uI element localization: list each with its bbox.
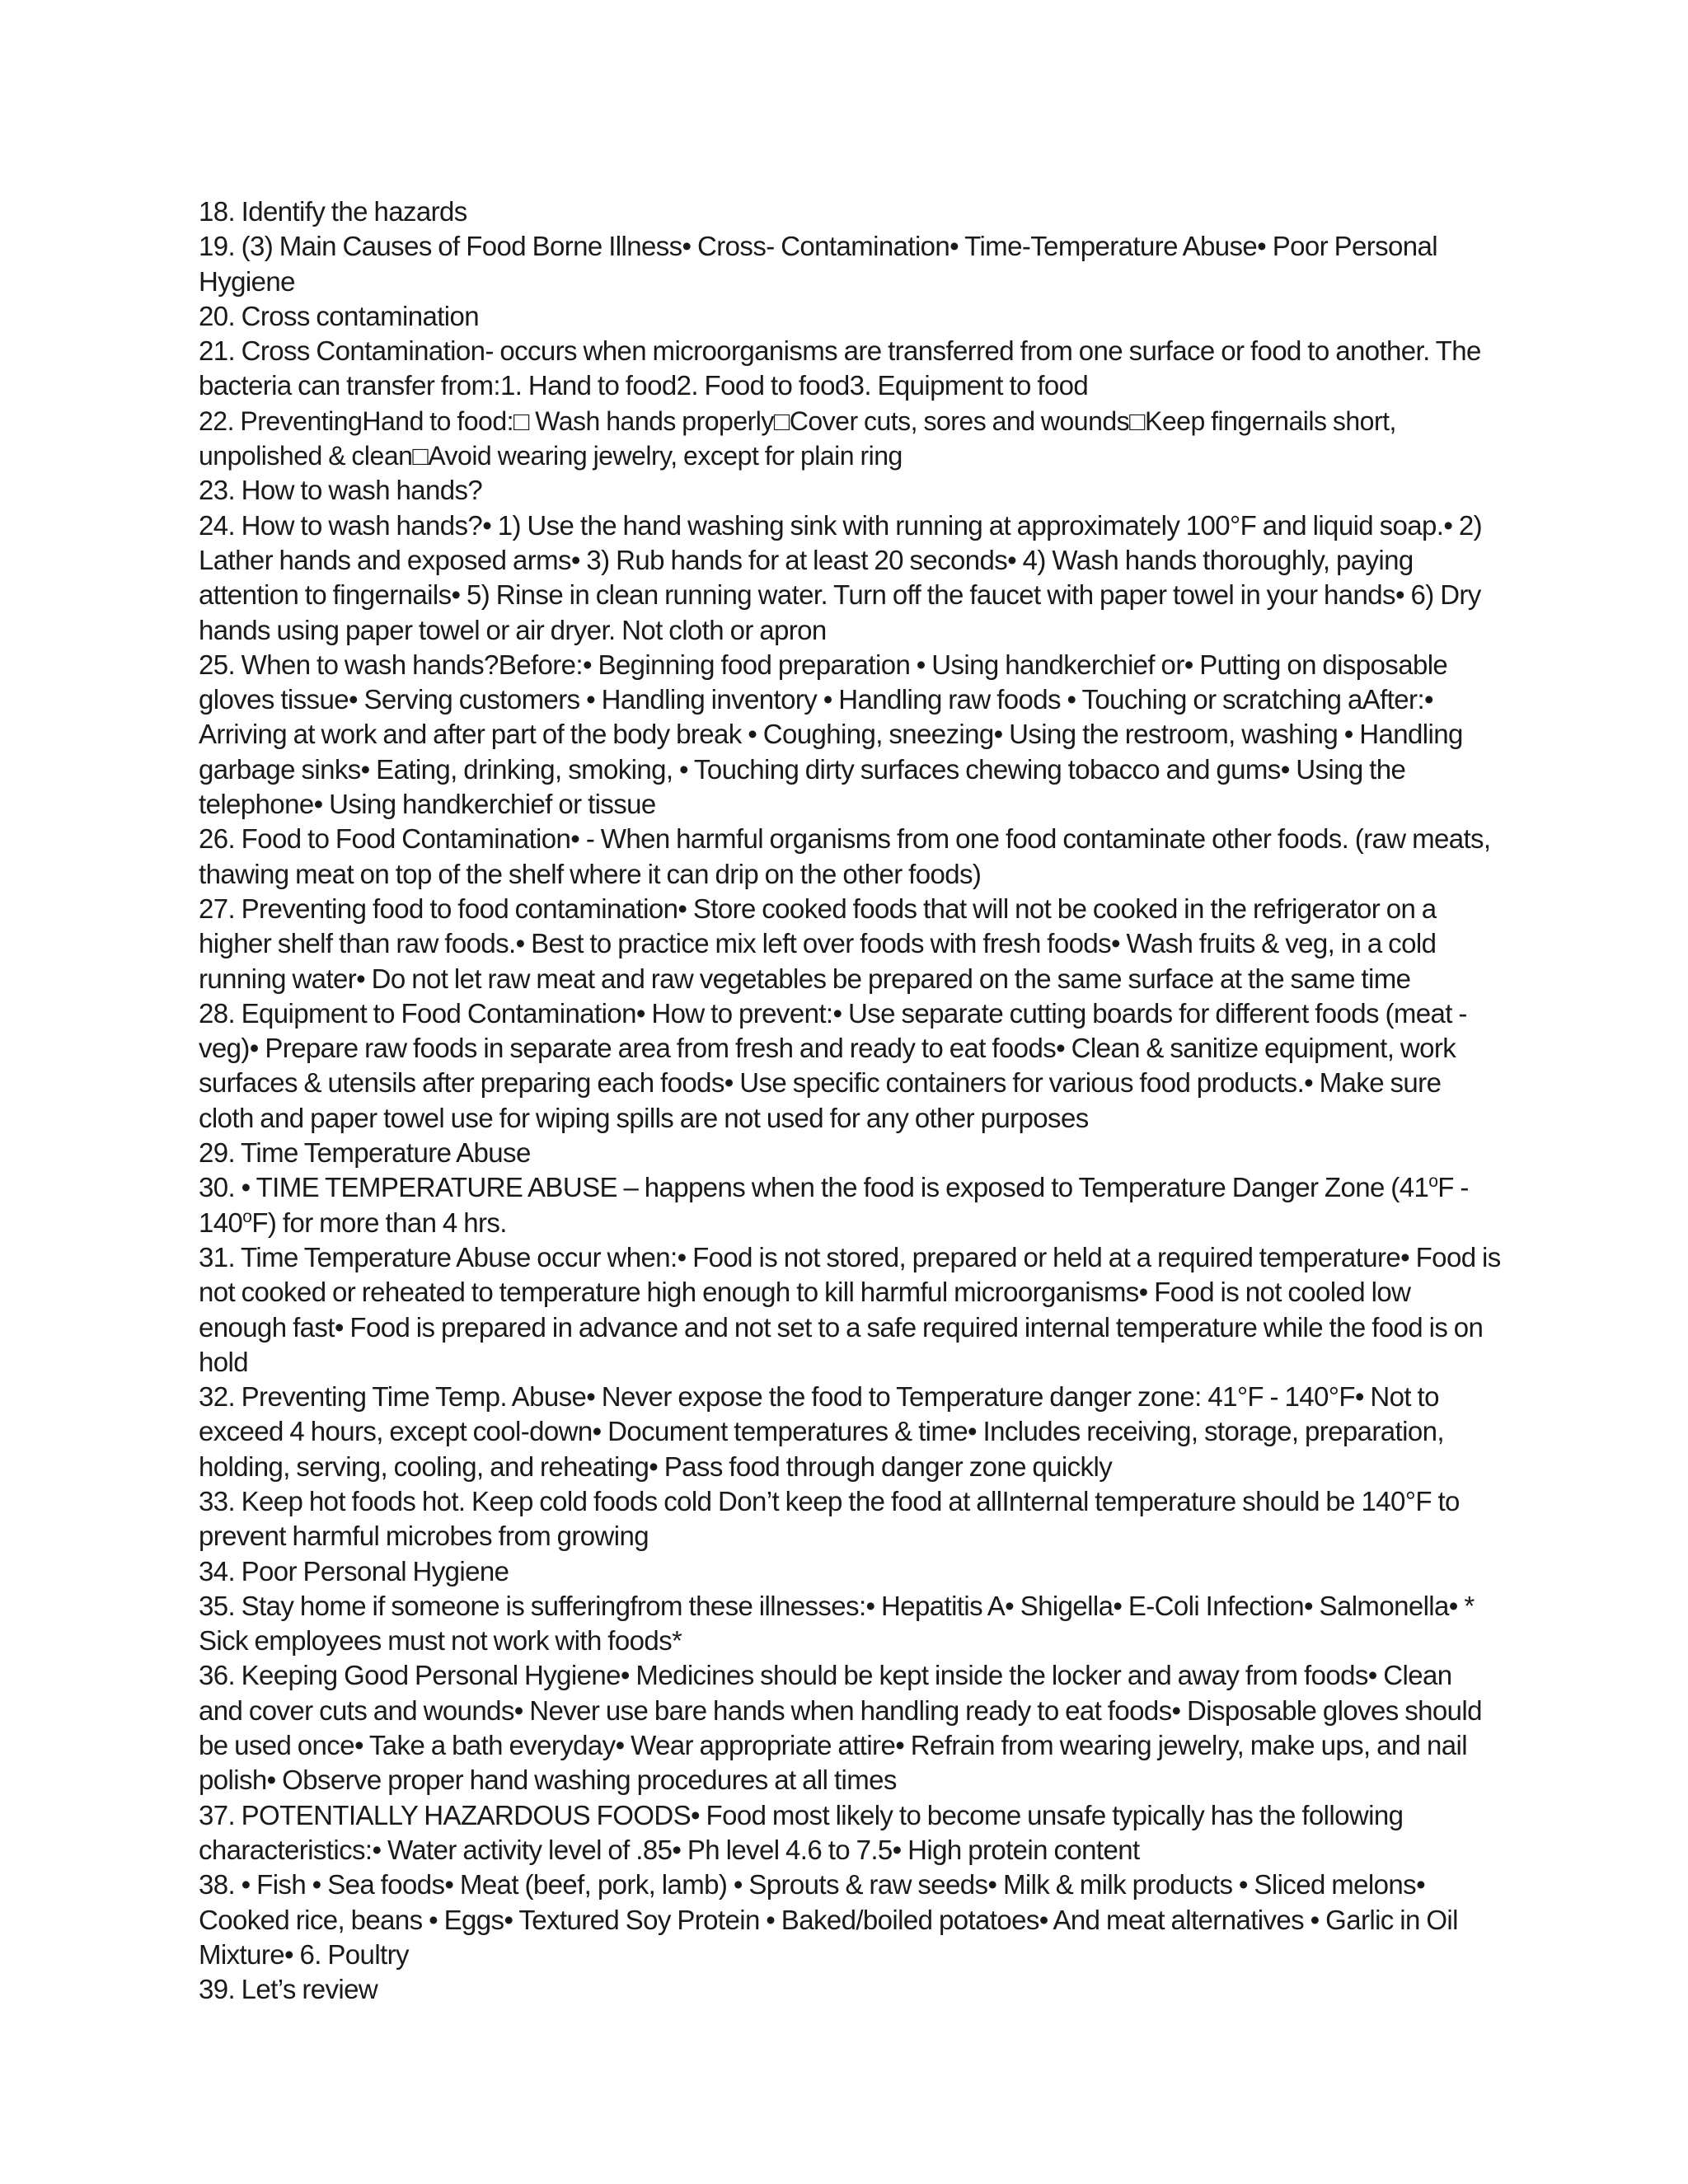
entry-21: 21. Cross Contamination- occurs when microorganisms are transferred from one surface or food to another. The bacteria can transfer from:1. Hand to food2. Food to food3. Equipment to food: [199, 335, 1481, 401]
entry-30-part-3: F) for more than 4 hrs.: [251, 1207, 507, 1238]
degree-superscript: o: [1428, 1172, 1438, 1192]
entry-36: 36. Keeping Good Personal Hygiene• Medicines should be kept inside the locker and away from foods• Clean and cover cuts and wounds• Never use bare hands when handling ready to eat foods• Disposable gloves should be used once• Take a bath everyday• Wear appropriate attire• Refrain from wearing jewelry, make ups, and nail polish• Observe proper hand washing procedures at all times: [199, 1660, 1482, 1796]
entry-20: 20. Cross contamination: [199, 300, 480, 331]
entry-19: 19. (3) Main Causes of Food Borne Illness• Cross- Contamination• Time-Temperature Abuse• Poor Personal Hygiene: [199, 231, 1438, 297]
entry-39: 39. Let’s review: [199, 1974, 378, 2005]
entry-32: 32. Preventing Time Temp. Abuse• Never expose the food to Temperature danger zone: 41°F - 140°F• Not to exceed 4 hours, except cool-down• Document temperatures & time• Includes receiving, storage, preparation, holding, serving, cooling, and reheating• Pass food through danger zone quickly: [199, 1381, 1444, 1482]
document-page: [199, 194, 1501, 2007]
entry-37: 37. POTENTIALLY HAZARDOUS FOODS• Food most likely to become unsafe typically has the following characteristics:• Water activity level of .85• Ph level 4.6 to 7.5• High protein content: [199, 1799, 1404, 1865]
entry-25: 25. When to wash hands?Before:• Beginning food preparation • Using handkerchief or• Putting on disposable gloves tissue• Serving customers • Handling inventory • Handling raw foods • Touching or scratching aAfter:• Arriving at work and after part of the body break • Coughing, sneezing• Using the restroom, washing • Handling garbage sinks• Eating, drinking, smoking, • Touching dirty surfaces chewing tobacco and gums• Using the telephone• Using handkerchief or tissue: [199, 649, 1463, 820]
entry-34: 34. Poor Personal Hygiene: [199, 1555, 509, 1586]
entry-26: 26. Food to Food Contamination• - When harmful organisms from one food contaminate other foods. (raw meats, thawing meat on top of the shelf where it can drip on the other foods): [199, 823, 1491, 889]
entry-29: 29. Time Temperature Abuse: [199, 1137, 531, 1169]
entry-30-part-2: F - 140: [199, 1172, 1469, 1238]
entry-33: 33. Keep hot foods hot. Keep cold foods cold Don’t keep the food at allInternal temperature should be 140°F to prevent harmful microbes from growing: [199, 1485, 1460, 1552]
degree-superscript: o: [242, 1207, 252, 1226]
entry-18: 18. Identify the hazards: [199, 196, 467, 227]
entry-23: 23. How to wash hands?: [199, 475, 483, 506]
entry-24: 24. How to wash hands?• 1) Use the hand washing sink with running at approximately 100°F and liquid soap.• 2) Lather hands and exposed arms• 3) Rub hands for at least 20 seconds• 4) Wash hands thoroughly, paying attention to fingernails• 5) Rinse in clean running water. Turn off the faucet with paper towel in your hands• 6) Dry hands using paper towel or air dryer. Not cloth or apron: [199, 509, 1483, 645]
entry-35: 35. Stay home if someone is sufferingfrom these illnesses:• Hepatitis A• Shigella• E-Coli Infection• Salmonella• * Sick employees must not work with foods*: [199, 1590, 1475, 1657]
entry-22: 22. PreventingHand to food:□ Wash hands properly□Cover cuts, sores and wounds□Keep fingernails short, unpolished & clean□Avoid wearing jewelry, except for plain ring: [199, 405, 1396, 471]
entry-38: 38. • Fish • Sea foods• Meat (beef, pork, lamb) • Sprouts & raw seeds• Milk & milk products • Sliced melons• Cooked rice, beans • Eggs• Textured Soy Protein • Baked/boiled potatoes• And meat alternatives • Garlic in Oil Mixture• 6. Poultry: [199, 1869, 1458, 1970]
entry-30: [199, 1170, 1501, 1240]
entry-31: 31. Time Temperature Abuse occur when:• Food is not stored, prepared or held at a required temperature• Food is not cooked or reheated to temperature high enough to kill harmful microorganisms• Food is not cooled low enough fast• Food is prepared in advance and not set to a safe required internal temperature while the food is on hold: [199, 1241, 1501, 1377]
entry-27: 27. Preventing food to food contamination• Store cooked foods that will not be cooked in the refrigerator on a higher shelf than raw foods.• Best to practice mix left over foods with fresh foods• Wash fruits & veg, in a cold running water• Do not let raw meat and raw vegetables be prepared on the same surface at the same time: [199, 893, 1437, 994]
entry-28: 28. Equipment to Food Contamination• How to prevent:• Use separate cutting boards for different foods (meat - veg)• Prepare raw foods in separate area from fresh and ready to eat foods• Clean & sanitize equipment, work surfaces & utensils after preparing each foods• Use specific containers for various food products.• Make sure cloth and paper towel use for wiping spills are not used for any other purposes: [199, 997, 1467, 1133]
entry-30-part-1: 30. • TIME TEMPERATURE ABUSE – happens when the food is exposed to Temperature Danger Zone (41: [199, 1172, 1429, 1203]
